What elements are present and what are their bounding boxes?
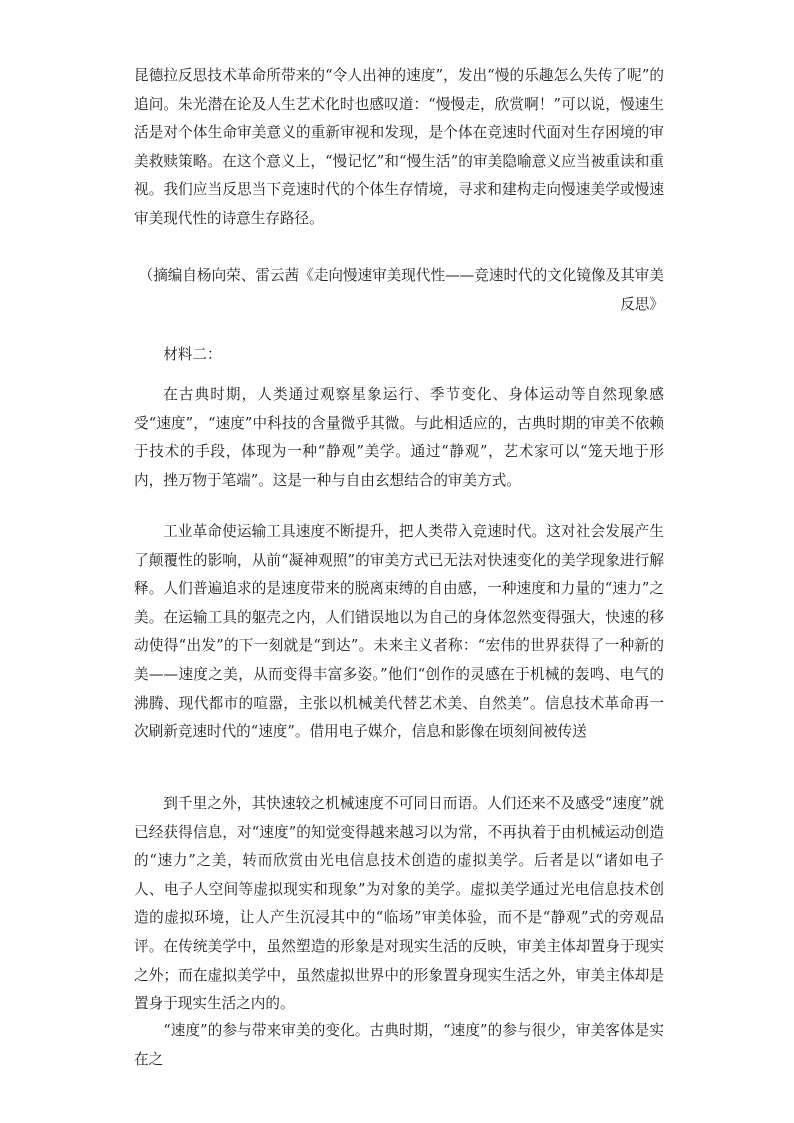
material-two-paragraph-4: “速度”的参与带来审美的变化。古典时期，“速度”的参与很少，审美客体是实在之 — [134, 1022, 664, 1068]
material-two-paragraph-2: 工业革命使运输工具速度不断提升，把人类带入竞速时代。这对社会发展产生了颠覆性的影响，从前“凝神观照”的审美方式已无法对快速变化的美学现象进行解释。人们普遍追求的是速度带来的脱离束缚的自由感，一种速度和力量的“速力”之美。在运输工具的躯壳之内，人们错误地以为自己的身体忽然变得强大，快速的移动使得“出发”的下一刻就是“到达”。未来主义者称：“宏伟的世界获得了一种新的美——速度之美，从而变得丰富多姿。”他们“创作的灵感在于机械的轰鸣、电气的沸腾、现代都市的喧嚣，主张以机械美代替艺术美、自然美”。信息技术革命再一次刷新竞速时代的“速度”。借用电子媒介，信息和影像在顷刻间被传送 — [134, 523, 664, 741]
material-one-closing-paragraph: 昆德拉反思技术革命所带来的“令人出神的速度”，发出“慢的乐趣怎么失传了呢”的追问。朱光潜在论及人生艺术化时也感叹道：“慢慢走，欣赏啊！”可以说，慢速生活是对个体生命审美意义的重新审视和发现，是个体在竞速时代面对生存困境的审美救赎策略。在这个意义上，“慢记忆”和“慢生活”的审美隐喻意义应当被重读和重视。我们应当反思当下竞速时代的个体生存情境，寻求和建构走向慢速美学或慢速审美现代性的诗意生存路径。 — [134, 67, 664, 227]
material-two-heading: 材料二： — [163, 346, 222, 363]
material-one-source-citation: （摘编自杨向荣、雷云茜《走向慢速审美现代性——竞速时代的文化镜像及其审美反思》 — [138, 267, 664, 313]
material-two-paragraph-3: 到千里之外，其快速较之机械速度不可同日而语。人们还来不及感受“速度”就已经获得信息，对“速度”的知觉变得越来越习以为常，不再执着于由机械运动创造的“速力”之美，转而欣赏由光电信息技术创造的虚拟美学。后者是以“诸如电子人、电子人空间等虚拟现实和现象”为对象的美学。虚拟美学通过光电信息技术创造的虚拟环境，让人产生沉浸其中的“临场”审美体验，而不是“静观”式的旁观品评。在传统美学中，虽然塑造的形象是对现实生活的反映，审美主体却置身于现实之外；而在虚拟美学中，虽然虚拟世界中的形象置身现实生活之外，审美主体却是置身于现实生活之内的。 — [134, 795, 664, 1013]
material-two-paragraph-1: 在古典时期，人类通过观察星象运行、季节变化、身体运动等自然现象感受“速度”，“速度”中科技的含量微乎其微。与此相适应的，古典时期的审美不依赖于技术的手段，体现为一种“静观”美学。通过“静观”，艺术家可以“笼天地于形内，挫万物于笔端”。这是一种与自由玄想结合的审美方式。 — [134, 386, 664, 489]
